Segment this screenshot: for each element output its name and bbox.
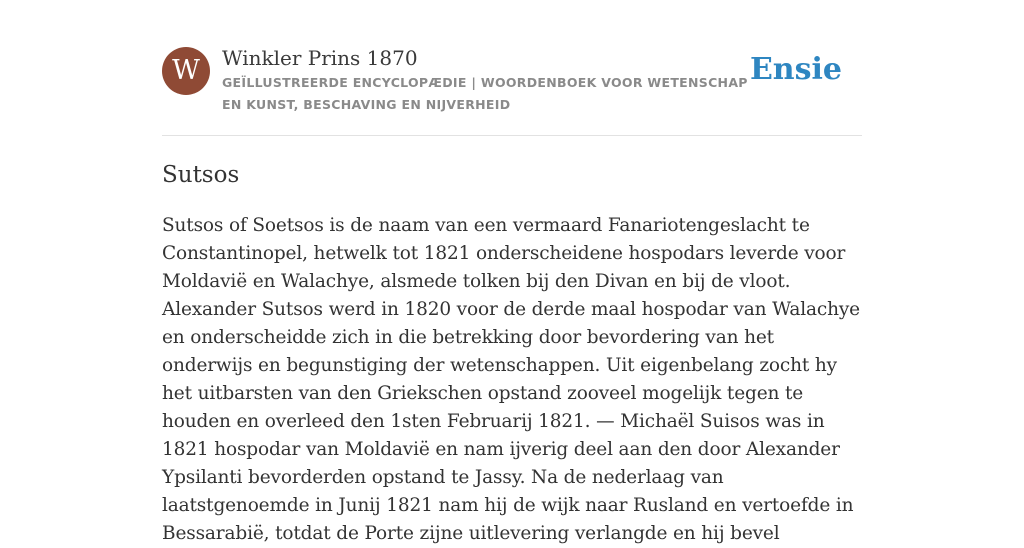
ensie-logo-link[interactable]: Ensie xyxy=(749,52,842,87)
article-body: Sutsos of Soetsos is de naam van een vermaard Fanariotengeslacht te Constantinopel, hetwelk tot 1821 onderscheidene hospodars leverde voor Moldavië en Walachye, alsmede tolken bij den Divan en bij de vloot. Alexander Sutsos werd in 1820 voor de derde maal hospodar van Walachye en onderscheidde zich in die betrekking door bevordering van het onderwijs en begunstiging der wetenschappen. Uit eigenbelang zocht hy het uitbarsten van den Griekschen opstand zooveel mogelijk tegen te houden en overleed den 1sten Februarij 1821. — Michaël Suisos was in 1821 hospodar van Moldavië en nam ijverig deel aan den door Alexander Ypsilanti bevorderden opstand te Jassy. Na de nederlaag van laatstgenoemde in Junij 1821 nam hij de wijk naar Rusland en vertoefde in Bessarabië, totdat de Porte zijne uitlevering verlangde en hij bevel xyxy=(162,215,860,544)
source-header xyxy=(162,46,862,126)
source-subtitle: GEÏLLUSTREERDE ENCYCLOPÆDIE | WOORDENBOEK VOOR WETENSCHAP EN KUNST, BESCHAVING EN NIJVERHEID xyxy=(222,75,748,112)
header-divider xyxy=(162,135,862,136)
article-title: Sutsos xyxy=(162,162,240,188)
source-avatar[interactable]: W xyxy=(162,47,210,95)
entry-page xyxy=(162,0,862,544)
source-title[interactable]: Winkler Prins 1870 xyxy=(222,46,418,70)
